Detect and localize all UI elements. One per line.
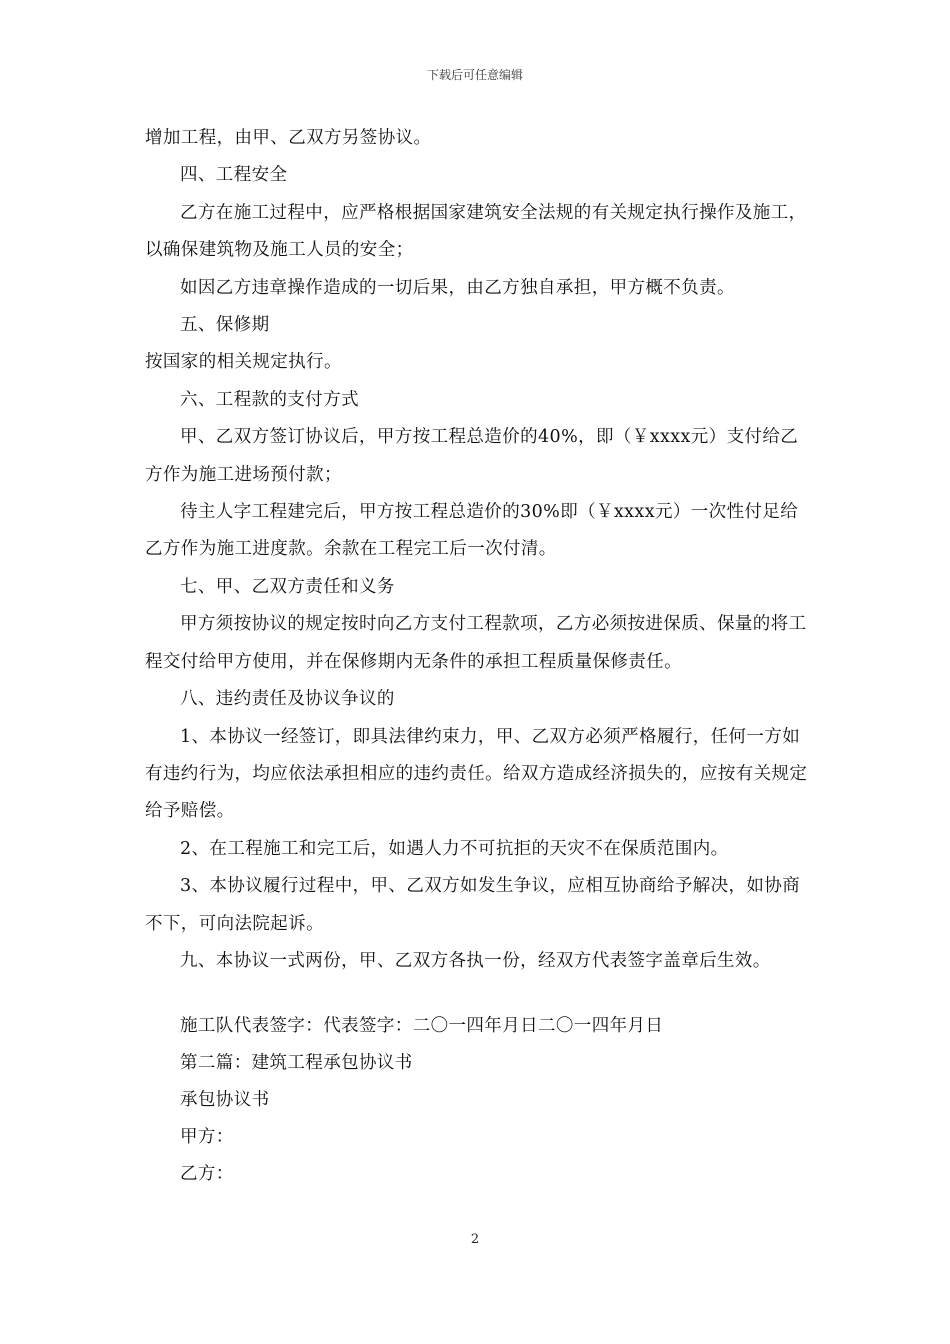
section-heading-payment: 六、工程款的支付方式 bbox=[180, 389, 359, 410]
signature-line: 施工队代表签字：代表签字：二〇一四年月日二〇一四年月日 bbox=[180, 1016, 664, 1037]
section-heading-responsibilities: 七、甲、乙双方责任和义务 bbox=[180, 576, 395, 597]
party-a-label: 甲方： bbox=[180, 1127, 234, 1148]
party-b-label: 乙方： bbox=[180, 1164, 234, 1185]
page-number: 2 bbox=[470, 1232, 480, 1247]
chapter-title: 第二篇：建筑工程承包协议书 bbox=[180, 1053, 413, 1074]
paragraph: 3、本协议履行过程中，甲、乙双方如发生争议，应相互协商给予解决，如协商不下，可向法院起诉。 bbox=[145, 876, 801, 934]
continued-paragraph: 增加工程，由甲、乙双方另签协议。 bbox=[145, 128, 432, 148]
paragraph: 如因乙方违章操作造成的一切后果，由乙方独自承担，甲方概不负责。 bbox=[180, 277, 735, 298]
signature-block bbox=[145, 1008, 810, 1193]
paragraph: 甲方须按协议的规定按时向乙方支付工程款项，乙方必须按进保质、保量的将工程交付给甲方使用，并在保修期内无条件的承担工程质量保修责任。 bbox=[145, 614, 807, 672]
page-header: 下载后可任意编辑 bbox=[426, 68, 523, 82]
section-heading-breach: 八、违约责任及协议争议的 bbox=[180, 689, 395, 710]
section-heading-warranty: 五、保修期 bbox=[180, 315, 270, 336]
paragraph: 按国家的相关规定执行。 bbox=[145, 352, 342, 373]
spacer bbox=[145, 980, 810, 1008]
document-body bbox=[145, 120, 810, 1193]
paragraph: 甲、乙双方签订协议后，甲方按工程总造价的40%，即（￥xxxx元）支付给乙方作为施工进场预付款； bbox=[145, 427, 799, 485]
paragraph: 2、在工程施工和完工后，如遇人力不可抗拒的天灾不在保质范围内。 bbox=[180, 838, 729, 859]
section-heading-safety: 四、工程安全 bbox=[180, 165, 288, 186]
paragraph: 1、本协议一经签订，即具法律约束力，甲、乙双方必须严格履行，任何一方如有违约行为，均应依法承担相应的违约责任。给双方造成经济损失的，应按有关规定给予赔偿。 bbox=[145, 726, 808, 822]
paragraph: 九、本协议一式两份，甲、乙双方各执一份，经双方代表签字盖章后生效。 bbox=[180, 950, 771, 971]
paragraph: 待主人字工程建完后，甲方按工程总造价的30%即（￥xxxx元）一次性付足给乙方作为施工进度款。余款在工程完工后一次付清。 bbox=[145, 502, 799, 560]
paragraph: 乙方在施工过程中，应严格根据国家建筑安全法规的有关规定执行操作及施工，以确保建筑物及施工人员的安全； bbox=[145, 202, 807, 261]
document-title: 承包协议书 bbox=[180, 1090, 270, 1111]
